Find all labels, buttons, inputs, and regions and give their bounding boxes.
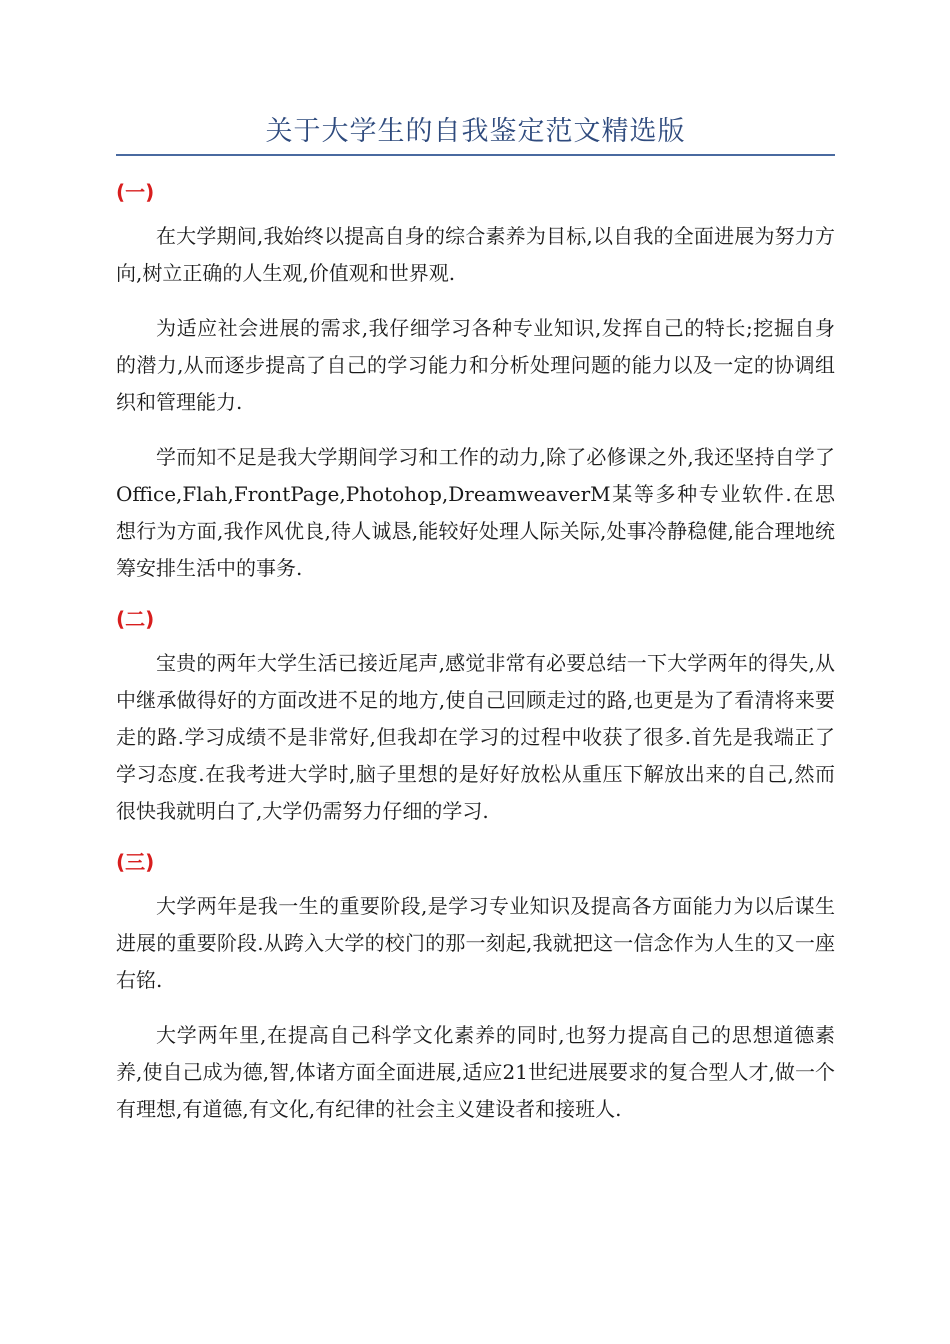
title-underline (116, 154, 835, 156)
page-title: 关于大学生的自我鉴定范文精选版 (265, 116, 686, 147)
section-heading: (一) (116, 180, 155, 204)
section-heading: (三) (116, 850, 155, 874)
paragraph: 为适应社会进展的需求,我仔细学习各种专业知识,发挥自己的特长;挖掘自身的潜力,从而逐步提高了自己的学习能力和分析处理问题的能力以及一定的协调组织和管理能力. (116, 316, 835, 414)
paragraph: 学而知不足是我大学期间学习和工作的动力,除了必修课之外,我还坚持自学了Office,Flah,FrontPage,Photohop,DreamweaverM某等多种专业软件.在思想行为方面,我作风优良,待人诚恳,能较好处理人际关际,处事冷静稳健,能合理地统筹安排生活中的事务. (116, 445, 835, 580)
section-1 (116, 178, 835, 587)
paragraph: 大学两年是我一生的重要阶段,是学习专业知识及提高各方面能力为以后谋生进展的重要阶段.从跨入大学的校门的那一刻起,我就把这一信念作为人生的又一座右铭. (116, 894, 835, 992)
section-heading: (二) (116, 607, 155, 631)
paragraph: 在大学期间,我始终以提高自身的综合素养为目标,以自我的全面进展为努力方向,树立正确的人生观,价值观和世界观. (116, 224, 835, 285)
document-page (116, 112, 835, 1146)
section-2 (116, 605, 835, 830)
paragraph: 宝贵的两年大学生活已接近尾声,感觉非常有必要总结一下大学两年的得失,从中继承做得好的方面改进不足的地方,使自己回顾走过的路,也更是为了看清将来要走的路.学习成绩不是非常好,但我却在学习的过程中收获了很多.首先是我端正了学习态度.在我考进大学时,脑子里想的是好好放松从重压下解放出来的自己,然而很快我就明白了,大学仍需努力仔细的学习. (116, 651, 835, 823)
paragraph: 大学两年里,在提高自己科学文化素养的同时,也努力提高自己的思想道德素养,使自己成为德,智,体诸方面全面进展,适应21世纪进展要求的复合型人才,做一个有理想,有道德,有文化,有纪律的社会主义建设者和接班人. (116, 1023, 835, 1121)
section-3 (116, 848, 835, 1128)
